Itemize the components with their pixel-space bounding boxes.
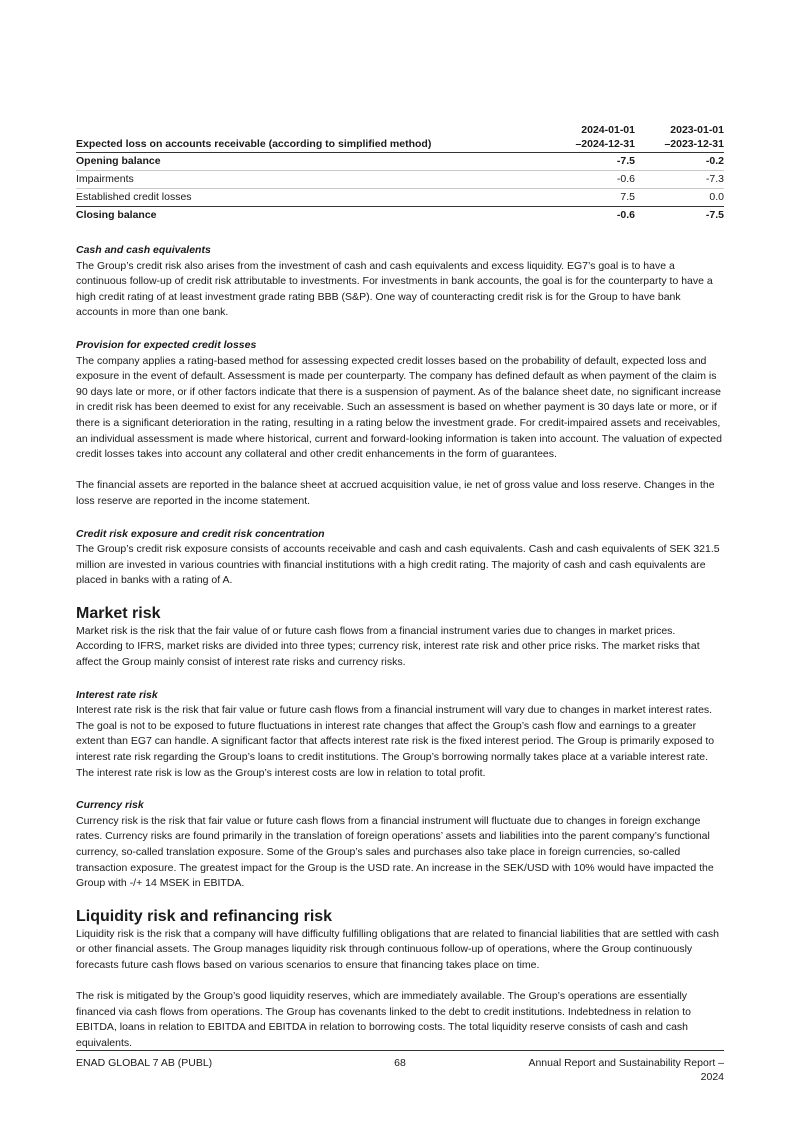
currency-heading: Currency risk <box>76 799 144 812</box>
row-value-2023: -0.2 <box>705 155 724 167</box>
liquidity-section <box>76 907 724 1052</box>
interest-section <box>76 688 724 782</box>
row-value-2024: -0.6 <box>616 209 635 221</box>
currency-paragraph: Currency risk is the risk that fair value or future cash flows from a financial instrument will fluctuate due to changes in foreign exchange rates. Currency risks are found primarily in the translation of foreign operations’ assets and liabilities into the parent company’s functional currency, so-called translation exposure. Some of the Group’s sales and purchases also take place in foreign currencies, so-called transaction exposure. The greatest impact for the Group is the USD rate. An increase in the SEK/USD with 10% would have impacted the Group with -/+ 14 MSEK in EBITDA. <box>76 814 714 890</box>
page-content <box>76 122 724 1052</box>
cash-paragraph: The Group’s credit risk also arises from the investment of cash and cash equivalents and excess liquidity. EG7’s goal is to have a continuous follow-up of credit risk attributable to investments. For investments in bank accounts, the goal is for the counterparty to have a high credit rating of at least investment grade rating BBB (S&P). One way of counteracting credit risk is for the Group to have bank accounts in more than one bank. <box>76 259 713 319</box>
column-header-2023 <box>635 122 724 153</box>
row-value-2024: -0.6 <box>616 173 635 185</box>
row-value-2023: 0.0 <box>709 191 724 203</box>
interest-paragraph: Interest rate risk is the risk that fair value or future cash flows from a financial instrument will vary due to changes in market interest rates. The goal is not to be exposed to future fluctuations in interest rate changes that affect the Group’s cash flow and earnings to a greater extent than EG7 can handle. A significant factor that affects interest rate risk is the fixed interest period. The Group is primarily exposed to interest rate risk regarding the Group’s loans to credit institutions. The Group’s borrowing normally takes place at a variable interest rate. The interest rate risk is low as the Group’s interest costs are low in relation to total profit. <box>76 704 715 779</box>
interest-heading: Interest rate risk <box>76 688 158 701</box>
market-section <box>76 604 724 671</box>
market-paragraph: Market risk is the risk that the fair value of or future cash flows from a financial instrument varies due to changes in market prices. According to IFRS, market risks are divided into three types; currency risk, interest rate risk and other price risks. The market risks that affect the Group mainly consist of interest rate risks and currency risks. <box>76 624 700 669</box>
table-row <box>76 189 724 207</box>
column-header-2024 <box>546 122 635 153</box>
provision-paragraph-1: The company applies a rating-based method for assessing expected credit losses based on the probability of default, expected loss and exposure in the event of default. Assessment is made per counterparty. The company has defined default as when payment of the claim is 90 days late or more, or if other factors indicate that there is a suspension of payment. As of the balance sheet date, no significant increase in credit risk has been deemed to exist for any receivable. Such an assessment is based on whether payment is 30 days late or more, or if there is a significant deterioration in the rating, resulting in a rating below the investment grade. For credit-impaired assets and receivables, an individual assessment is made where historical, current and forward-looking information is taken into account. The valuation of expected credit losses takes into account any collateral and other credit enhancements in the form of guarantees. <box>76 354 722 461</box>
currency-section <box>76 798 724 892</box>
exposure-section <box>76 527 724 589</box>
provision-section <box>76 338 724 510</box>
exposure-heading: Credit risk exposure and credit risk concentration <box>76 527 325 540</box>
provision-heading: Provision for expected credit losses <box>76 338 257 351</box>
column-header-2024-end: –2024-12-31 <box>575 138 635 150</box>
page-footer <box>76 1050 724 1084</box>
liquidity-paragraph-1: Liquidity risk is the risk that a company will have difficulty fulfilling obligations that are related to financial liabilities that are settled with cash or other financial assets. The Group manages liquidity risk through continuous follow-up of operations, where the Group continuously forecasts future cash flows based on various scenarios to ensure that financing takes place on time. <box>76 927 719 971</box>
table-title: Expected loss on accounts receivable (according to simplified method) <box>76 138 432 150</box>
column-header-2023-end: –2023-12-31 <box>664 138 724 150</box>
row-label: Established credit losses <box>76 191 192 203</box>
table-row <box>76 153 724 171</box>
row-label: Opening balance <box>76 155 161 167</box>
footer-company: ENAD GLOBAL 7 AB (PUBL) <box>76 1057 213 1069</box>
row-value-2024: -7.5 <box>616 155 635 167</box>
expected-loss-table <box>76 122 724 224</box>
footer-page-number: 68 <box>394 1057 406 1069</box>
market-heading: Market risk <box>76 604 161 622</box>
table-total-row <box>76 207 724 225</box>
liquidity-paragraph-2: The risk is mitigated by the Group’s good liquidity reserves, which are immediately available. The Group’s operations are essentially financed via cash flows from operations. The Group has covenants linked to the debt to credit institutions. Indebtedness in relation to EBITDA, loans in relation to EBITDA and EBITDA in relation to borrowing costs. The total liquidity reserve consists of cash and cash equivalents. <box>76 990 691 1049</box>
liquidity-heading: Liquidity risk and refinancing risk <box>76 907 333 925</box>
table-header-row <box>76 122 724 153</box>
footer-report-title: Annual Report and Sustainability Report – 2024 <box>528 1057 724 1083</box>
column-header-2024-start: 2024-01-01 <box>581 124 635 136</box>
cash-section <box>76 243 724 321</box>
cash-heading: Cash and cash equivalents <box>76 244 211 256</box>
row-value-2023: -7.5 <box>705 209 724 221</box>
row-label: Closing balance <box>76 209 157 221</box>
row-value-2023: -7.3 <box>705 173 724 185</box>
column-header-2023-start: 2023-01-01 <box>670 124 724 136</box>
provision-paragraph-2: The financial assets are reported in the balance sheet at accrued acquisition value, ie net of gross value and loss reserve. Changes in the loss reserve are reported in the income statement. <box>76 479 715 507</box>
row-value-2024: 7.5 <box>620 191 635 203</box>
exposure-paragraph: The Group’s credit risk exposure consists of accounts receivable and cash and cash equivalents. Cash and cash equivalents of SEK 321.5 million are invested in various countries with financial institutions with a high credit rating. The majority of cash and cash equivalents are placed in banks with a rating of A. <box>76 543 720 587</box>
row-label: Impairments <box>76 173 134 185</box>
table-row <box>76 171 724 189</box>
